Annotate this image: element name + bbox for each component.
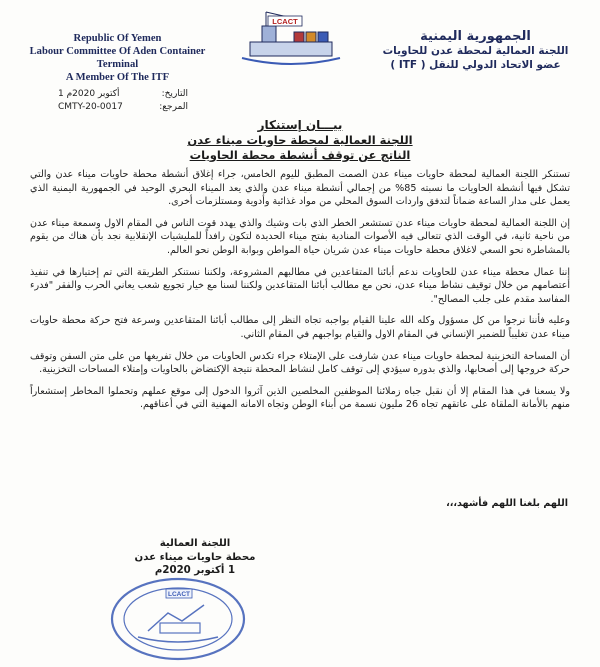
english-letterhead xyxy=(10,32,225,84)
closing-line: اللهم بلغنا اللهم فأشهد،،، xyxy=(446,498,568,509)
paragraph: تستنكر اللجنة العمالية لمحطة حاويات ميناء عدن الصمت المطبق لليوم الخامس، جراء إغلاق أنشطة محطة حاويات ميناء عدن والتي تشكل فيها أنشطة الحاويات ما نسبته 85% من إجمالي أنشطة ميناء عدن والذي يعد الميناء البحري الوحيد في الجمهورية اليمنية الذي يعمل على مدار الساعة ضماناً لتدفق واردات السوق المحلي من مواد غذائية وأدوية ومستلزمات أخرى. xyxy=(30,169,570,208)
paragraph: إن اللجنة العمالية لمحطة حاويات ميناء عدن تستشعر الخطر الذي بات وشيك والذي يهدد قوت الناس في المقام الاول وسمعة ميناء عدن من ناحية ثانية، في الوقت الذي تتعالى فيه الأصوات المنادية بفتح ميناء الحديدة لتكون رافداً للمليشيات الإنقلابية نجد بأن هناك من يقوم بالمشاطرة نحو السعي لاغلاق محطة حاويات ميناء عدن شريان حياة المواطن وبوابة الوطن نحو العالم. xyxy=(30,217,570,256)
title-line-2: اللجنة العمالية لمحطة حاويات ميناء عدن xyxy=(187,133,413,147)
logo-text: LCACT xyxy=(272,17,298,26)
paragraph: أن المساحة التخزينية لمحطة حاويات ميناء عدن شارفت على الإمتلاء جراء تكدس الحاويات من خلال تفريغها من على متن السفن وتوقف حركة خروجها إلى أصحابها، والذي بدوره سيؤدي إلى توقف كامل لنشاط المحطة نتيجة الإكتضاض بالحاويات وإمتلاء المساحات التخزينية. xyxy=(30,350,570,376)
english-line-1: Republic Of Yemen xyxy=(73,33,162,44)
english-line-2: Labour Committee Of Aden Container Terminal xyxy=(29,46,206,70)
arabic-line-3: عضو الاتحاد الدولي للنقل ( ITF ) xyxy=(390,59,561,71)
arabic-line-1: الجمهورية اليمنية xyxy=(420,29,531,44)
reference-value: CMTY-20-0017 xyxy=(58,102,123,112)
signature-line-1: اللجنة العمالية xyxy=(159,538,231,549)
paragraph: إننا عمال محطة ميناء عدن للحاويات ندعم أبائنا المتقاعدين في مطالبهم المشروعة، ولكننا نستنكر الطريقة التي تم إختيارها في تنفيذ أعتصامهم من خلال توقيف نشاط ميناء عدن، نحن مع مطالب أبائنا المتقاعدين ولكننا لسنا مع خيار تجويع شعب يعاني الحرب والفقر "فدرء المفاسد مقدم على جلب المصالح". xyxy=(30,266,570,305)
date-value: 1 أكتوبر 2020م xyxy=(58,89,120,99)
committee-seal-stamp xyxy=(108,575,248,663)
arabic-line-2: اللجنة العمالية لمحطة عدن للحاويات xyxy=(382,45,569,57)
english-line-3: A Member Of The ITF xyxy=(65,72,170,83)
signature-line-3: 1 أكتوبر 2020م xyxy=(154,565,236,576)
signature-line-2: محطة حاويات ميناء عدن xyxy=(134,551,256,563)
document-meta xyxy=(58,88,188,114)
signature-block xyxy=(120,537,270,578)
committee-logo xyxy=(232,8,350,70)
paragraph: وعليه فأننا نرجوا من كل مسؤول وكله الله علينا القيام بواجبه تجاه النظر إلى مطالب أبائنا المتقاعدين وسرعة فتح حركة محطة حاويات ميناء عدن تغليباً للضمير الإنساني في المقام الاول والقيام بواجبهم في المقام الثاني. xyxy=(30,315,570,340)
date-label: التاريخ: xyxy=(161,89,188,99)
arabic-letterhead xyxy=(363,30,588,72)
statement-body xyxy=(30,168,570,420)
title-main: بيـــان إستنكار xyxy=(257,118,343,132)
seal-logo-text: LCACT xyxy=(167,591,191,598)
paragraph: ولا يسعنا في هذا المقام إلا أن نقبل جباه زملائنا الموظفين المخلصين الذين آثروا الدخول إلى موقع عملهم وتحملوا المخاطر إستشعاراً منهم بالأمانة الملقاة على عاتقهم تجاه 26 مليون نسمة من أبناء الوطن وتجاه الامانه المهنية التي في أعناقهم. xyxy=(30,385,570,411)
title-line-3: الناتج عن توقف أنشطة محطة الحاويات xyxy=(189,148,411,162)
reference-label: المرجع: xyxy=(159,102,188,112)
statement-title xyxy=(140,118,460,163)
